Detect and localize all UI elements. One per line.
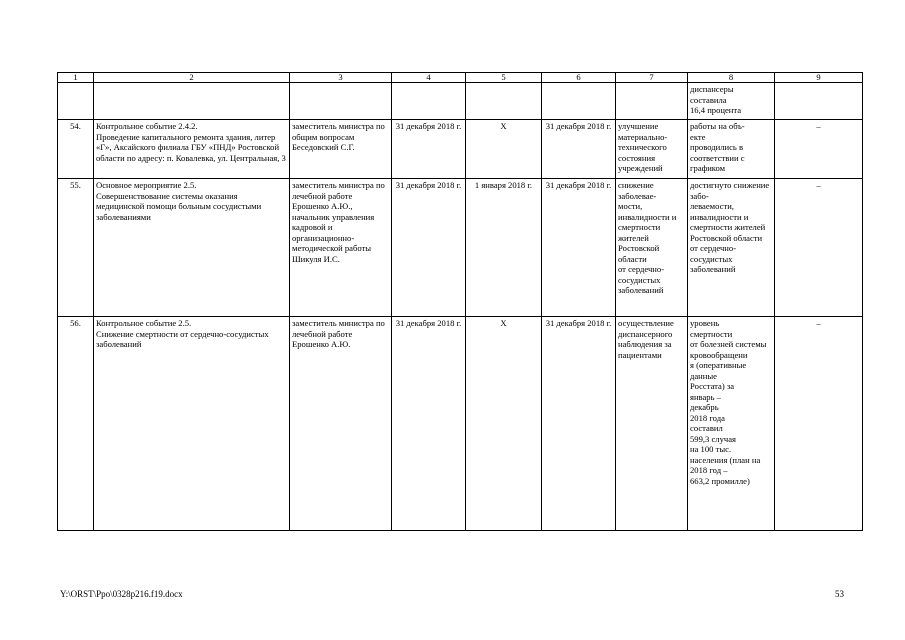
table-row — [58, 179, 863, 317]
footer-file-path: Y:\ORST\Ppo\0328p216.f19.docx — [60, 589, 183, 599]
column-number-header: 1 — [58, 73, 94, 83]
cell-event: Контрольное событие 2.5. Снижение смертности от сердечно-сосудистых заболеваний — [94, 317, 290, 531]
cell-empty — [616, 83, 688, 120]
cell-actual-result: уровень смертности от болезней системы кровообращени я (оперативные данные Росстата) за январь – декабрь 2018 года составил 599,3 случая на 100 тыс. населения (план на 2018 год – 663,2 промилле) — [688, 317, 775, 531]
column-number-header: 7 — [616, 73, 688, 83]
cell-responsible: заместитель министра по лечебной работе Ерошенко А.Ю. — [290, 317, 392, 531]
cell-actual-result: работы на объ- екте проводились в соответствии с графиком — [688, 120, 775, 179]
report-table — [57, 72, 863, 531]
cell-empty — [775, 83, 863, 120]
cell-empty — [466, 83, 542, 120]
table-row — [58, 120, 863, 179]
cell-empty — [290, 83, 392, 120]
cell-row-number: 55. — [58, 179, 94, 317]
cell-empty — [392, 83, 466, 120]
cell-empty — [94, 83, 290, 120]
cell-empty — [542, 83, 616, 120]
table-header-row — [58, 73, 863, 83]
cell-note: – — [775, 179, 863, 317]
cell-event: Основное мероприятие 2.5. Совершенствование системы оказания медицинской помощи больным сосудистыми заболеваниями — [94, 179, 290, 317]
cell-event: Контрольное событие 2.4.2. Проведение капитального ремонта здания, литер «Г», Аксайского филиала ГБУ «ПНД» Ростовской области по адресу: п. Ковалевка, ул. Центральная, 3 — [94, 120, 290, 179]
cell-start-fact: X — [466, 120, 542, 179]
cell-end-plan: 31 декабря 2018 г. — [542, 179, 616, 317]
column-number-header: 5 — [466, 73, 542, 83]
cell-start-fact: X — [466, 317, 542, 531]
cell-end-plan: 31 декабря 2018 г. — [542, 120, 616, 179]
cell-responsible: заместитель министра по общим вопросам Беседовский С.Г. — [290, 120, 392, 179]
cell-empty — [58, 83, 94, 120]
column-number-header: 6 — [542, 73, 616, 83]
cell-start-plan: 31 декабря 2018 г. — [392, 120, 466, 179]
column-number-header: 2 — [94, 73, 290, 83]
cell-start-plan: 31 декабря 2018 г. — [392, 179, 466, 317]
cell-actual-result: диспансеры составила 16,4 процента — [688, 83, 775, 120]
cell-expected-result: снижение заболевае- мости, инвалидности и смертности жителей Ростовской области от сердечно-сосудистых заболеваний — [616, 179, 688, 317]
report-sheet — [57, 72, 862, 531]
cell-expected-result: осуществление диспансерного наблюдения за пациентами — [616, 317, 688, 531]
cell-note: – — [775, 317, 863, 531]
cell-responsible: заместитель министра по лечебной работе Ерошенко А.Ю., начальник управления кадровой и организационно-методической работы Шикуля И.С. — [290, 179, 392, 317]
table-row — [58, 317, 863, 531]
column-number-header: 9 — [775, 73, 863, 83]
cell-note: – — [775, 120, 863, 179]
column-number-header: 4 — [392, 73, 466, 83]
cell-end-plan: 31 декабря 2018 г. — [542, 317, 616, 531]
column-number-header: 3 — [290, 73, 392, 83]
continuation-row — [58, 83, 863, 120]
cell-expected-result: улучшение материально-технического состояния учреждений — [616, 120, 688, 179]
cell-start-fact: 1 января 2018 г. — [466, 179, 542, 317]
footer-page-number: 53 — [835, 589, 844, 599]
cell-start-plan: 31 декабря 2018 г. — [392, 317, 466, 531]
cell-row-number: 56. — [58, 317, 94, 531]
cell-row-number: 54. — [58, 120, 94, 179]
cell-actual-result: достигнуто снижение забо- леваемости, инвалидности и смертности жителей Ростовской области от сердечно-сосудистых заболеваний — [688, 179, 775, 317]
column-number-header: 8 — [688, 73, 775, 83]
